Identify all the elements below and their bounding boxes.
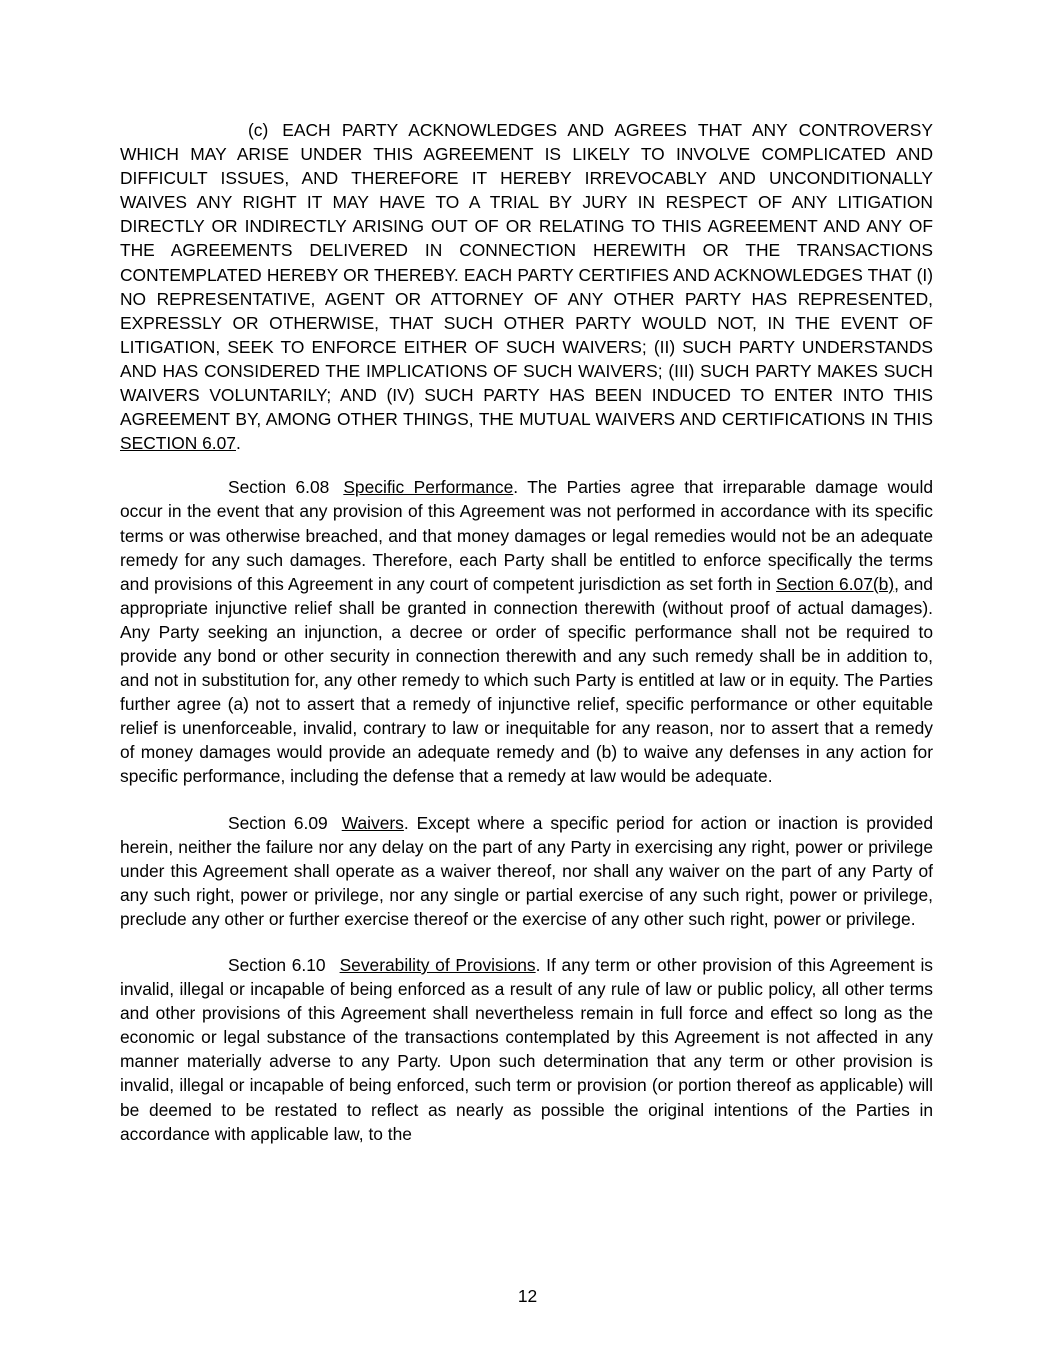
section-6-08-text-1: . The Parties agree that irreparable damage would occur in the event that any provision of this Agreement was not performed in accordance with its specific terms or was otherwise breached, and that money damages or legal remedies would not be an adequate remedy for any such damages. Therefore, each Party shall be entitled to enforce specifically the terms and provisions of this Agreement in any court of competent jurisdiction as set forth in xyxy=(120,477,934,594)
section-number-6-08: Section 6.08 xyxy=(228,477,330,498)
paragraph-section-6-09 xyxy=(120,811,933,931)
section-heading-6-09: Waivers xyxy=(341,812,404,833)
paragraph-clause-c xyxy=(120,118,933,455)
clause-marker: (c) xyxy=(248,120,269,140)
paragraph-section-6-08 xyxy=(120,475,933,788)
clause-c-text: EACH PARTY ACKNOWLEDGES AND AGREES THAT ANY CONTROVERSY WHICH MAY ARISE UNDER THIS AGREEMENT IS LIKELY TO INVOLVE COMPLICATED AND DIFFICULT ISSUES, AND THEREFORE IT HEREBY IRREVOCABLY AND UNCONDITIONALLY WAIVES ANY RIGHT IT MAY HAVE TO A TRIAL BY JURY IN RESPECT OF ANY LITIGATION DIRECTLY OR INDIRECTLY ARISING OUT OF OR RELATING TO THIS AGREEMENT AND ANY OF THE AGREEMENTS DELIVERED IN CONNECTION HEREWITH OR THE TRANSACTIONS CONTEMPLATED HEREBY OR THEREBY. EACH PARTY CERTIFIES AND ACKNOWLEDGES THAT (I) NO REPRESENTATIVE, AGENT OR ATTORNEY OF ANY OTHER PARTY HAS REPRESENTED, EXPRESSLY OR OTHERWISE, THAT SUCH OTHER PARTY WOULD NOT, IN THE EVENT OF LITIGATION, SEEK TO ENFORCE EITHER OF SUCH WAIVERS; (II) SUCH PARTY UNDERSTANDS AND HAS CONSIDERED THE IMPLICATIONS OF SUCH WAIVERS; (III) SUCH PARTY MAKES SUCH WAIVERS VOLUNTARILY; AND (IV) SUCH PARTY HAS BEEN INDUCED TO ENTER INTO THIS AGREEMENT BY, AMONG OTHER THINGS, THE MUTUAL WAIVERS AND CERTIFICATIONS IN THIS xyxy=(120,120,933,430)
section-number-6-09: Section 6.09 xyxy=(228,812,328,833)
section-heading-6-08: Specific Performance xyxy=(343,477,514,498)
section-6-10-text-1: . If any term or other provision of this Agreement is invalid, illegal or incapable of being enforced as a result of any rule of law or public policy, all other terms and other provisions of this Agreement shall nevertheless remain in full force and effect so long as the economic or legal substance of the transactions contemplated by this Agreement is not affected in any manner materially adverse to any Party. Upon such determination that any term or other provision is invalid, illegal or incapable of being enforced, such term or provision (or portion thereof as applicable) will be deemed to be restated to reflect as nearly as possible the original intentions of the Parties in accordance with applicable law, to the xyxy=(120,955,933,1144)
cross-reference-section-6-07b: Section 6.07(b) xyxy=(776,573,895,594)
page-number: 12 xyxy=(517,1286,538,1306)
paragraph-section-6-10 xyxy=(120,953,933,1146)
cross-reference-section-6-07: SECTION 6.07 xyxy=(120,433,236,454)
section-6-09-text-1: . Except where a specific period for action or inaction is provided herein, neither the failure nor any delay on the part of any Party in exercising any right, power or privilege under this Agreement shall operate as a waiver thereof, nor shall any waiver on the part of any Party of any such right, power or privilege, nor any single or partial exercise of any such right, power or privilege, preclude any other or further exercise thereof or the exercise of any other such right, power or privilege. xyxy=(120,812,934,929)
section-heading-6-10: Severability of Provisions xyxy=(339,955,536,975)
section-number-6-10: Section 6.10 xyxy=(228,955,326,975)
clause-c-text-after: . xyxy=(235,433,241,454)
section-6-08-text-2: , and appropriate injunctive relief shall be granted in connection therewith (without proof of actual damages). Any Party seeking an injunction, a decree or order of specific performance shall not be required to provide any bond or other security in connection therewith and any such remedy shall be in addition to, and not in substitution for, any other remedy to which such Party is entitled at law or in equity. The Parties further agree (a) not to assert that a remedy of injunctive relief, specific performance or other equitable relief is unenforceable, invalid, contrary to law or inequitable for any reason, nor to assert that a remedy of money damages would provide an adequate remedy and (b) to waive any defenses in any action for specific performance, including the defense that a remedy at law would be adequate. xyxy=(120,573,933,787)
